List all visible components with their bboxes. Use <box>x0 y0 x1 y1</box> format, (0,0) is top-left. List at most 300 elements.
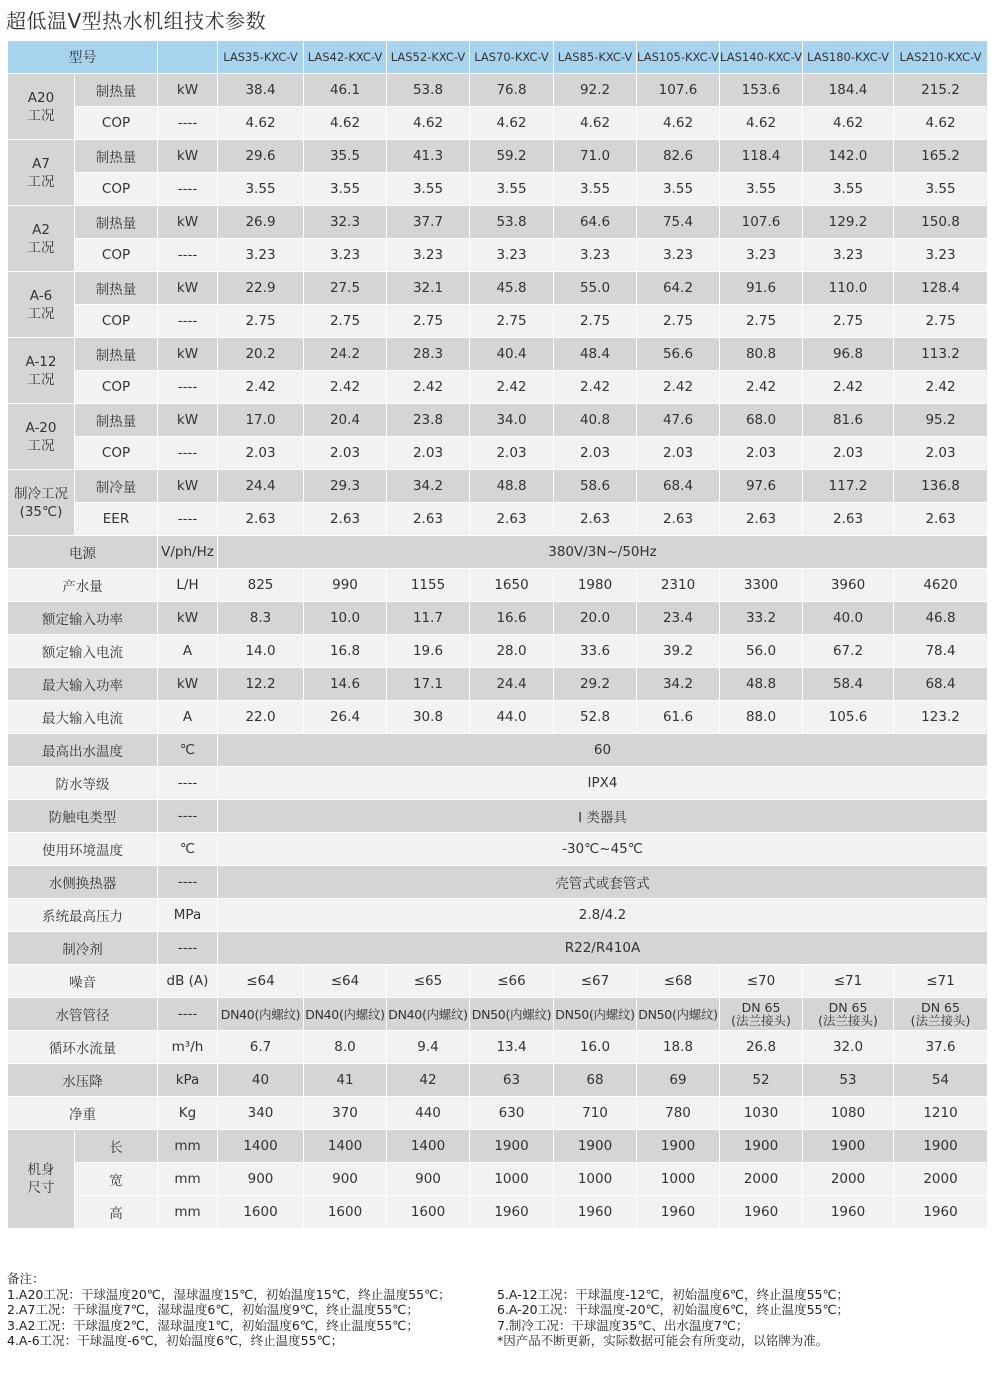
table-cell: 3.55 <box>387 173 470 206</box>
note-item: 7.制冷工况：干球温度35℃、出水温度7℃； <box>497 1317 749 1333</box>
table-row <box>8 701 988 734</box>
header-model: LAS35-KXC-V <box>218 41 304 74</box>
table-cell: 3.23 <box>470 239 554 272</box>
dimensions-group-label: 机身 尺寸 <box>8 1130 75 1229</box>
row-label: 噪音 <box>8 965 158 998</box>
table-cell: 34.0 <box>470 404 554 437</box>
table-cell: ≤64 <box>218 965 304 998</box>
table-cell: 22.0 <box>218 701 304 734</box>
table-cell: 2310 <box>637 569 720 602</box>
table-cell: 28.3 <box>387 338 470 371</box>
table-row <box>8 41 988 74</box>
spanned-value: 壳管式或套管式 <box>218 866 988 899</box>
table-cell: 3.23 <box>894 239 988 272</box>
row-label: 电源 <box>8 536 158 569</box>
table-cell: 3.55 <box>554 173 637 206</box>
table-cell: 64.2 <box>637 272 720 305</box>
table-row <box>8 1031 988 1064</box>
row-unit: ---- <box>158 503 218 536</box>
spec-table <box>7 40 988 1229</box>
table-cell: 24.4 <box>470 668 554 701</box>
table-cell: 80.8 <box>720 338 803 371</box>
row-unit: mm <box>158 1163 218 1196</box>
table-cell: 2.75 <box>387 305 470 338</box>
table-row <box>8 371 988 404</box>
row-unit: ---- <box>158 767 218 800</box>
row-unit: ---- <box>158 998 218 1031</box>
table-cell: 3.23 <box>218 239 304 272</box>
table-cell: 2.75 <box>894 305 988 338</box>
table-cell: 53.8 <box>387 74 470 107</box>
table-cell: DN40(内螺纹) <box>304 998 387 1031</box>
table-cell: 26.8 <box>720 1031 803 1064</box>
table-cell: 34.2 <box>637 668 720 701</box>
notes-right-column <box>497 1287 987 1349</box>
table-cell: 4.62 <box>387 107 470 140</box>
note-item: 5.A-12工况：干球温度-12℃，初始温度6℃，终止温度55℃； <box>497 1286 850 1302</box>
table-row <box>8 272 988 305</box>
table-cell: 24.2 <box>304 338 387 371</box>
table-cell: 3.55 <box>470 173 554 206</box>
table-cell: 16.8 <box>304 635 387 668</box>
table-cell: 1400 <box>218 1130 304 1163</box>
table-cell: 630 <box>470 1097 554 1130</box>
table-cell: 32.0 <box>803 1031 894 1064</box>
row-unit: mm <box>158 1130 218 1163</box>
table-cell: 37.6 <box>894 1031 988 1064</box>
table-cell: 780 <box>637 1097 720 1130</box>
table-cell: 4.62 <box>304 107 387 140</box>
table-cell: 2.03 <box>894 437 988 470</box>
table-cell: 123.2 <box>894 701 988 734</box>
table-cell: 4.62 <box>218 107 304 140</box>
row-label: 制冷剂 <box>8 932 158 965</box>
row-label: 制热量 <box>75 74 158 107</box>
table-cell: 2.63 <box>720 503 803 536</box>
table-cell: 78.4 <box>894 635 988 668</box>
table-cell: 3.23 <box>637 239 720 272</box>
table-cell: 2000 <box>720 1163 803 1196</box>
table-row <box>8 602 988 635</box>
table-cell: 26.4 <box>304 701 387 734</box>
row-label: 制冷量 <box>75 470 158 503</box>
table-cell: 29.6 <box>218 140 304 173</box>
table-cell: 10.0 <box>304 602 387 635</box>
table-cell: DN50(内螺纹) <box>554 998 637 1031</box>
row-label: 宽 <box>75 1163 158 1196</box>
table-cell: 34.2 <box>387 470 470 503</box>
notes-left-column <box>7 1287 497 1349</box>
condition-name: 制冷工况 (35℃) <box>8 470 75 536</box>
note-item: 1.A20工况：干球温度20℃，湿球温度15℃，初始温度15℃，终止温度55℃； <box>7 1286 451 1302</box>
table-cell: 44.0 <box>470 701 554 734</box>
table-cell: 2.03 <box>387 437 470 470</box>
table-cell: 2.75 <box>720 305 803 338</box>
row-label: 额定输入电流 <box>8 635 158 668</box>
table-cell: 2.42 <box>218 371 304 404</box>
table-row <box>8 404 988 437</box>
table-cell: 29.3 <box>304 470 387 503</box>
table-cell: 107.6 <box>637 74 720 107</box>
table-cell: 1900 <box>720 1130 803 1163</box>
table-cell: DN 65 (法兰接头) <box>720 998 803 1031</box>
row-unit: L/H <box>158 569 218 602</box>
table-cell: 14.6 <box>304 668 387 701</box>
table-cell: DN50(内螺纹) <box>470 998 554 1031</box>
row-unit: Kg <box>158 1097 218 1130</box>
table-cell: 41 <box>304 1064 387 1097</box>
table-row <box>8 305 988 338</box>
table-cell: 45.8 <box>470 272 554 305</box>
table-cell: 18.8 <box>637 1031 720 1064</box>
table-cell: 3.23 <box>304 239 387 272</box>
table-cell: 118.4 <box>720 140 803 173</box>
table-cell: 110.0 <box>803 272 894 305</box>
table-cell: 3960 <box>803 569 894 602</box>
condition-name: A2 工况 <box>8 206 75 272</box>
header-unit-cell <box>158 41 218 74</box>
table-cell: 32.3 <box>304 206 387 239</box>
note-item: 6.A-20工况：干球温度-20℃，初始温度6℃，终止温度55℃； <box>497 1302 850 1317</box>
table-cell: 2.75 <box>470 305 554 338</box>
table-row <box>8 1130 988 1163</box>
table-cell: 370 <box>304 1097 387 1130</box>
table-cell: 6.7 <box>218 1031 304 1064</box>
table-cell: 4.62 <box>894 107 988 140</box>
row-unit: ---- <box>158 866 218 899</box>
table-cell: 1030 <box>720 1097 803 1130</box>
row-unit: kW <box>158 140 218 173</box>
row-label: 制热量 <box>75 272 158 305</box>
table-cell: 4620 <box>894 569 988 602</box>
table-cell: ≤70 <box>720 965 803 998</box>
spanned-value: 380V/3N~/50Hz <box>218 536 988 569</box>
row-label: 额定输入功率 <box>8 602 158 635</box>
table-cell: 2.75 <box>218 305 304 338</box>
table-cell: 2.63 <box>803 503 894 536</box>
header-model: LAS52-KXC-V <box>387 41 470 74</box>
table-cell: 35.5 <box>304 140 387 173</box>
header-model: LAS70-KXC-V <box>470 41 554 74</box>
table-cell: 2.63 <box>554 503 637 536</box>
table-cell: 33.2 <box>720 602 803 635</box>
table-cell: DN 65 (法兰接头) <box>894 998 988 1031</box>
table-cell: 3.55 <box>803 173 894 206</box>
notes-title: 备注： <box>7 1271 45 1286</box>
table-cell: 71.0 <box>554 140 637 173</box>
table-cell: 900 <box>387 1163 470 1196</box>
table-cell: DN40(内螺纹) <box>218 998 304 1031</box>
table-cell: 3.55 <box>218 173 304 206</box>
table-cell: 2.03 <box>554 437 637 470</box>
table-row <box>8 239 988 272</box>
table-row <box>8 866 988 899</box>
row-unit: kW <box>158 74 218 107</box>
table-cell: 8.0 <box>304 1031 387 1064</box>
table-cell: 2000 <box>894 1163 988 1196</box>
table-row <box>8 1064 988 1097</box>
table-cell: 23.8 <box>387 404 470 437</box>
table-cell: 710 <box>554 1097 637 1130</box>
row-unit: kW <box>158 602 218 635</box>
table-cell: 3.23 <box>803 239 894 272</box>
table-cell: 3.55 <box>720 173 803 206</box>
table-cell: ≤67 <box>554 965 637 998</box>
table-cell: 67.2 <box>803 635 894 668</box>
table-cell: 1155 <box>387 569 470 602</box>
table-cell: 37.7 <box>387 206 470 239</box>
table-cell: 4.62 <box>637 107 720 140</box>
table-cell: ≤68 <box>637 965 720 998</box>
table-cell: 2000 <box>803 1163 894 1196</box>
table-cell: 1000 <box>470 1163 554 1196</box>
table-cell: 68.4 <box>894 668 988 701</box>
table-cell: 39.2 <box>637 635 720 668</box>
header-type-label: 型号 <box>8 41 158 74</box>
row-unit: ---- <box>158 437 218 470</box>
table-cell: 2.42 <box>470 371 554 404</box>
table-cell: 184.4 <box>803 74 894 107</box>
table-cell: 4.62 <box>720 107 803 140</box>
table-cell: 52 <box>720 1064 803 1097</box>
table-cell: DN50(内螺纹) <box>637 998 720 1031</box>
row-label: 最大输入功率 <box>8 668 158 701</box>
table-row <box>8 107 988 140</box>
row-label: 系统最高压力 <box>8 899 158 932</box>
table-cell: 56.0 <box>720 635 803 668</box>
table-cell: 142.0 <box>803 140 894 173</box>
table-cell: 40.8 <box>554 404 637 437</box>
row-label: 制热量 <box>75 404 158 437</box>
table-cell: 2.75 <box>637 305 720 338</box>
table-cell: 75.4 <box>637 206 720 239</box>
table-cell: 48.8 <box>720 668 803 701</box>
row-unit: ---- <box>158 173 218 206</box>
table-cell: 165.2 <box>894 140 988 173</box>
table-cell: 1900 <box>637 1130 720 1163</box>
row-label: COP <box>75 107 158 140</box>
table-cell: 3.23 <box>387 239 470 272</box>
table-cell: 82.6 <box>637 140 720 173</box>
table-cell: 117.2 <box>803 470 894 503</box>
table-cell: 1000 <box>637 1163 720 1196</box>
row-unit: ---- <box>158 932 218 965</box>
row-unit: kW <box>158 338 218 371</box>
table-cell: 47.6 <box>637 404 720 437</box>
table-cell: 9.4 <box>387 1031 470 1064</box>
note-item: *因产品不断更新，实际数据可能会有所变动，以铭牌为准。 <box>497 1333 829 1348</box>
table-cell: 91.6 <box>720 272 803 305</box>
table-cell: ≤71 <box>894 965 988 998</box>
header-model: LAS85-KXC-V <box>554 41 637 74</box>
table-cell: 1900 <box>803 1130 894 1163</box>
table-cell: 1900 <box>470 1130 554 1163</box>
table-row <box>8 173 988 206</box>
table-cell: 2.63 <box>894 503 988 536</box>
table-cell: 2.42 <box>637 371 720 404</box>
header-model: LAS105-KXC-V <box>637 41 720 74</box>
table-cell: 4.62 <box>803 107 894 140</box>
table-cell: 2.63 <box>387 503 470 536</box>
table-cell: 1960 <box>720 1196 803 1229</box>
table-cell: 40 <box>218 1064 304 1097</box>
table-row <box>8 503 988 536</box>
table-cell: 1960 <box>637 1196 720 1229</box>
table-cell: 150.8 <box>894 206 988 239</box>
notes <box>7 1271 987 1349</box>
spanned-value: I 类器具 <box>218 800 988 833</box>
table-cell: 42 <box>387 1064 470 1097</box>
table-row <box>8 74 988 107</box>
table-cell: 3.55 <box>637 173 720 206</box>
table-cell: 38.4 <box>218 74 304 107</box>
table-cell: 17.0 <box>218 404 304 437</box>
row-label: EER <box>75 503 158 536</box>
header-model: LAS210-KXC-V <box>894 41 988 74</box>
table-cell: 95.2 <box>894 404 988 437</box>
table-cell: 2.03 <box>304 437 387 470</box>
table-row <box>8 998 988 1031</box>
table-cell: 4.62 <box>554 107 637 140</box>
table-cell: 58.4 <box>803 668 894 701</box>
row-unit: ℃ <box>158 734 218 767</box>
row-label: 水压降 <box>8 1064 158 1097</box>
table-cell: 59.2 <box>470 140 554 173</box>
table-cell: 53.8 <box>470 206 554 239</box>
table-cell: 63 <box>470 1064 554 1097</box>
table-cell: 153.6 <box>720 74 803 107</box>
condition-name: A-20 工况 <box>8 404 75 470</box>
row-label: 水侧换热器 <box>8 866 158 899</box>
row-label: 最大输入电流 <box>8 701 158 734</box>
condition-name: A-6 工况 <box>8 272 75 338</box>
table-cell: 61.6 <box>637 701 720 734</box>
table-cell: 113.2 <box>894 338 988 371</box>
table-cell: 1600 <box>218 1196 304 1229</box>
row-unit: mm <box>158 1196 218 1229</box>
table-row <box>8 1163 988 1196</box>
table-cell: 2.42 <box>554 371 637 404</box>
table-cell: 2.75 <box>554 305 637 338</box>
table-cell: 16.6 <box>470 602 554 635</box>
table-cell: 30.8 <box>387 701 470 734</box>
row-label: 水管管径 <box>8 998 158 1031</box>
table-cell: 215.2 <box>894 74 988 107</box>
table-cell: 1960 <box>803 1196 894 1229</box>
condition-name: A-12 工况 <box>8 338 75 404</box>
table-cell: 1600 <box>304 1196 387 1229</box>
table-cell: 17.1 <box>387 668 470 701</box>
row-unit: ---- <box>158 239 218 272</box>
table-cell: 2.03 <box>803 437 894 470</box>
table-cell: DN 65 (法兰接头) <box>803 998 894 1031</box>
table-cell: 2.03 <box>720 437 803 470</box>
row-label: 净重 <box>8 1097 158 1130</box>
table-cell: 1210 <box>894 1097 988 1130</box>
table-cell: 2.42 <box>720 371 803 404</box>
row-label: 产水量 <box>8 569 158 602</box>
table-cell: 27.5 <box>304 272 387 305</box>
page-title: 超低温V型热水机组技术参数 <box>6 9 267 33</box>
table-cell: 55.0 <box>554 272 637 305</box>
table-cell: 1980 <box>554 569 637 602</box>
table-cell: 1900 <box>554 1130 637 1163</box>
spanned-value: R22/R410A <box>218 932 988 965</box>
table-cell: 52.8 <box>554 701 637 734</box>
row-unit: m³/h <box>158 1031 218 1064</box>
table-cell: 2.03 <box>637 437 720 470</box>
table-cell: 3.55 <box>304 173 387 206</box>
table-cell: 3300 <box>720 569 803 602</box>
table-cell: 1900 <box>894 1130 988 1163</box>
table-row <box>8 569 988 602</box>
table-cell: 56.6 <box>637 338 720 371</box>
row-unit: kW <box>158 404 218 437</box>
table-row <box>8 536 988 569</box>
spanned-value: -30℃~45℃ <box>218 833 988 866</box>
table-cell: 107.6 <box>720 206 803 239</box>
table-cell: 14.0 <box>218 635 304 668</box>
table-cell: 92.2 <box>554 74 637 107</box>
row-label: 循环水流量 <box>8 1031 158 1064</box>
table-row <box>8 206 988 239</box>
table-row <box>8 338 988 371</box>
table-cell: 825 <box>218 569 304 602</box>
table-cell: 68.4 <box>637 470 720 503</box>
row-label: COP <box>75 305 158 338</box>
table-cell: 2.75 <box>803 305 894 338</box>
row-label: 长 <box>75 1130 158 1163</box>
table-row <box>8 470 988 503</box>
table-cell: 22.9 <box>218 272 304 305</box>
table-cell: 41.3 <box>387 140 470 173</box>
row-unit: ---- <box>158 800 218 833</box>
table-cell: 11.7 <box>387 602 470 635</box>
table-cell: 40.0 <box>803 602 894 635</box>
table-cell: 2.03 <box>218 437 304 470</box>
table-cell: ≤71 <box>803 965 894 998</box>
table-cell: 2.03 <box>470 437 554 470</box>
spanned-value: 60 <box>218 734 988 767</box>
table-cell: 46.1 <box>304 74 387 107</box>
table-row <box>8 833 988 866</box>
table-cell: 20.4 <box>304 404 387 437</box>
spanned-value: 2.8/4.2 <box>218 899 988 932</box>
table-cell: 19.6 <box>387 635 470 668</box>
table-row <box>8 734 988 767</box>
table-cell: 1960 <box>554 1196 637 1229</box>
table-cell: 900 <box>304 1163 387 1196</box>
table-row <box>8 800 988 833</box>
table-cell: 1400 <box>387 1130 470 1163</box>
table-cell: 26.9 <box>218 206 304 239</box>
row-label: COP <box>75 371 158 404</box>
condition-name: A7 工况 <box>8 140 75 206</box>
row-label: 防触电类型 <box>8 800 158 833</box>
table-cell: 33.6 <box>554 635 637 668</box>
table-cell: 8.3 <box>218 602 304 635</box>
row-label: 制热量 <box>75 140 158 173</box>
table-cell: 2.42 <box>894 371 988 404</box>
table-cell: 1600 <box>387 1196 470 1229</box>
table-cell: 2.42 <box>387 371 470 404</box>
row-unit: ---- <box>158 107 218 140</box>
row-unit: ---- <box>158 305 218 338</box>
table-cell: 2.63 <box>470 503 554 536</box>
table-cell: 69 <box>637 1064 720 1097</box>
table-cell: 136.8 <box>894 470 988 503</box>
header-model: LAS140-KXC-V <box>720 41 803 74</box>
